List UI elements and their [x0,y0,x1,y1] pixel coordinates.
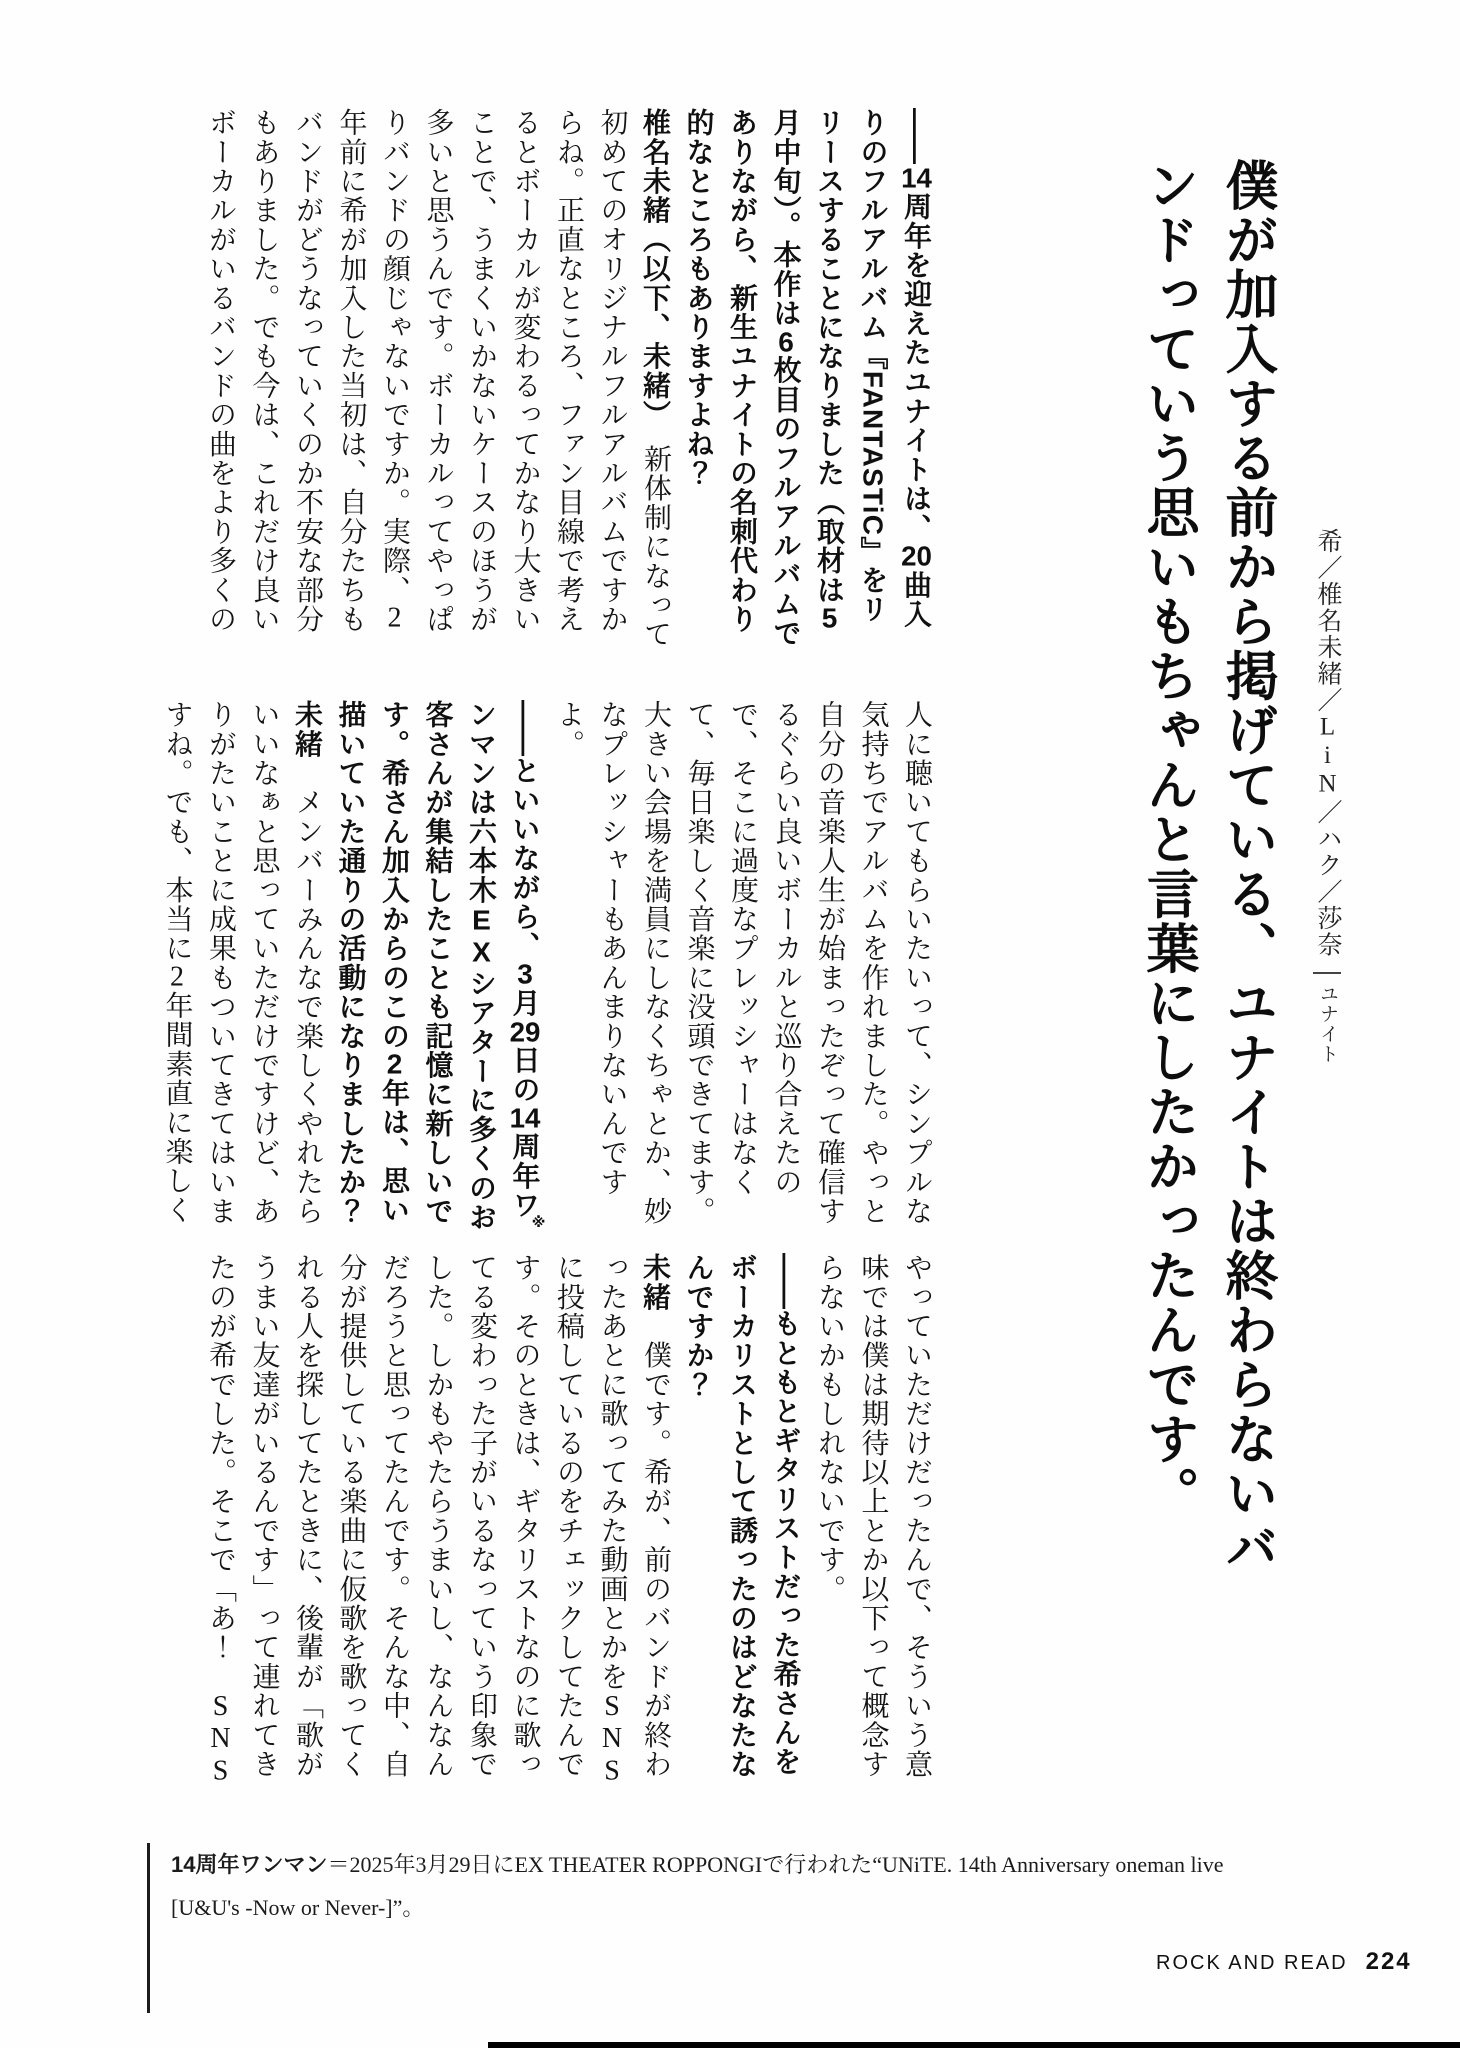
page-number: 224 [1365,1948,1412,1975]
question-text: ――14周年を迎えたユナイトは、20曲入りのフルアルバム『FANTASTiC』をリリースすることになりました（取材は5月中旬）。本作は6枚目のフルアルバムでありながら、新生ユナイトの名刺代わり的なところもありますよね？ [683,108,932,648]
answer-continued [547,700,939,1242]
answer-paragraph [199,1253,678,1795]
credit-divider [1313,972,1341,974]
speaker-name: 未緒 [640,1253,671,1312]
answer-text: メンバーみんなで楽しくやれたらいいなぁと思っていただけですけど、ありがたいことに成果もついてきてはいますね。でも、本当に2年間素直に楽しく [161,700,323,1226]
answer-text: 僕です。希が、前のバンドが終わったあとに歌ってみた動画とかをSNSに投稿しているのをチェックしてたんです。そのときは、ギタリストなのに歌ってる変わった子がいるなっていう印象でした。しかもやたらうまいし、なんなんだろうと思ってたんです。そんな中、自分が提供している楽曲に仮歌を歌ってくれる人を探してたときに、後輩が「歌がうまい友達がいるんです」って連れてきたのが希でした。そこで「あ！ SNS [205,1253,671,1788]
magazine-name: ROCK AND READ [1156,1952,1348,1974]
article-band-top [197,108,938,650]
credit-members: 希／椎名未緒／LiN／ハク／莎奈 [1314,528,1341,958]
question-text: ――といいながら、3月29日の14周年ワ※ンマンは六本木EXシアターに多くのお客さんが集結したことも記憶に新しいです。希さん加入からのこの2年は、思い描いていた通りの活動になりましたか？ [335,700,548,1232]
page-trim-line [488,2042,1460,2048]
article-band-middle [161,700,938,1242]
interviewer-question [677,108,938,650]
page-footer [1156,1948,1412,1976]
footnote-line-2: [U&U's -Now or Never-]”。 [171,1895,425,1920]
interviewer-question [677,1253,808,1795]
speaker-name: 椎名未緒（以下、未緒） [640,108,671,416]
answer-text: 新体制になって初めてのオリジナルフルアルバムですからね。正直なところ、ファン目線で考えるとボーカルが変わるってかなり大きいことで、うまくいかないケースのほうが多いと思うんです。ボーカルってやっぱりバンドの顔じゃないですか。実際、2年前に希が加入した当初は、自分たちもバンドがどうなっていくのか不安な部分もありました。でも今は、これだけ良いボーカルがいるバンドの曲をより多くの [205,108,671,649]
footnote-term: 14周年ワンマン [171,1852,328,1877]
footnote-line-1: ＝2025年3月29日にEX THEATER ROPPONGIで行われた“UNiTE. 14th Anniversary oneman live [327,1852,1224,1877]
interviewer-question [329,700,547,1242]
footnote [147,1843,1362,2013]
answer-text: やっていただけだったんで、そういう意味では僕は期待以上とか以下って概念すらないかもしれないです。 [814,1253,932,1779]
artist-credit [1303,528,1347,1088]
answer-continued [808,1253,939,1795]
speaker-name: 未緒 [292,700,323,759]
credit-band-name: ユナイト [1317,984,1338,1064]
answer-paragraph [155,700,329,1242]
article-band-bottom [197,1253,938,1795]
answer-paragraph [199,108,678,650]
page-title: 僕が加入する前から掲げている、ユナイトは終わらないバンドっていう思いもちゃんと言葉にしたかったんです。 [1139,158,1276,1575]
question-text: ――もともとギタリストだった希さんをボーカリストとして誘ったのはどなたなんですか？ [683,1253,802,1779]
answer-text: 人に聴いてもらいたいって、シンプルな気持ちでアルバムを作れました。やっと自分の音楽人生が始まったぞって確信するぐらい良いボーカルと巡り合えたので、そこに過度なプレッシャーはなくて、毎日楽しく音楽に没頭できてます。大きい会場を満員にしなくちゃとか、妙なプレッシャーもあんまりないんですよ。 [553,700,932,1226]
